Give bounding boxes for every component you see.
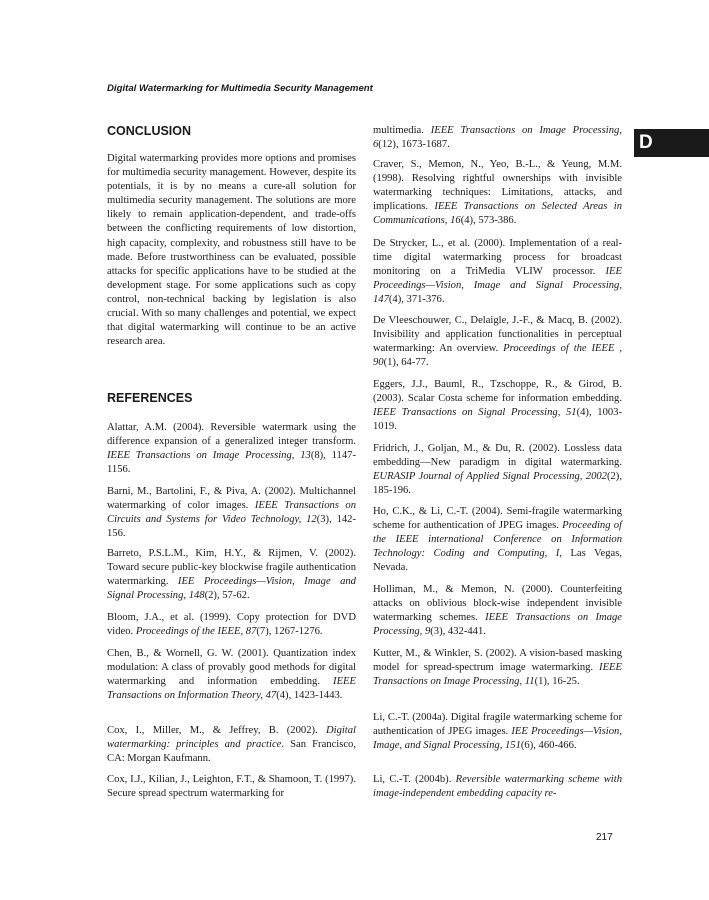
reference-entry: Cox, I., Miller, M., & Jeffrey, B. (2002). Digital watermarking: principles and practice. San Francisco, CA: Morgan Kaufmann.: [107, 725, 357, 765]
running-header: Digital Watermarking for Multimedia Security Management: [107, 83, 373, 94]
reference-entry: Barreto, P.S.L.M., Kim, H.Y., & Rijmen, V. (2002). Toward secure public-key blockwise fragile authentication watermarking. IEE Proceedings—Vision, Image and Signal Processing, 148(2), 57-62.: [107, 548, 356, 602]
conclusion-paragraph: Digital watermarking provides more options and promises for multimedia security management. However, despite its potentials, it is by no means a cure-all solution for multimedia security management. The solutions are more likely to remain application-dependent, and trade-offs between the conflicting requirements of low distortion, high capacity, complexity, and robustness still have to be made. Before trustworthiness can be evaluated, possible attacks for specific applications have to be studied at the development stage. For some applications such as copy control, non-technical backing by legislation is also crucial. With so many challenges and potential, we expect that digital watermarking will continue to be an active research area.: [107, 153, 356, 348]
reference-entry: Fridrich, J., Goljan, M., & Du, R. (2002). Lossless data embedding—New paradigm in digital watermarking. EURASIP Journal of Applied Signal Processing, 2002(2), 185-196.: [373, 443, 622, 497]
reference-entry: Kutter, M., & Winkler, S. (2002). A vision-based masking model for spread-spectrum image watermarking. IEEE Transactions on Image Processing, 11(1), 16-25.: [373, 648, 622, 688]
reference-entry: De Vleeschouwer, C., Delaigle, J.-F., & Macq, B. (2002). Invisibility and application functionalities in perceptual watermarking: An overview. Proceedings of the IEEE , 90(1), 64-77.: [373, 315, 622, 369]
reference-entry: Ho, C.K., & Li, C.-T. (2004). Semi-fragile watermarking scheme for authentication of JPEG images. Proceeding of the IEEE international Conference on Information Technology: Coding and Computing, I, Las Vegas, Nevada.: [373, 506, 622, 574]
reference-entry: De Strycker, L., et al. (2000). Implementation of a real-time digital watermarking process for broadcast monitoring on a TriMedia VLIW processor. IEE Proceedings—Vision, Image and Signal Processing, 147(4), 371-376.: [373, 238, 622, 306]
conclusion-heading: CONCLUSION: [107, 124, 192, 138]
page-number: 217: [596, 832, 613, 843]
section-letter: D: [639, 132, 653, 153]
reference-entry: Holliman, M., & Memon, N. (2000). Counterfeiting attacks on oblivious block-wise independent invisible watermarking schemes. IEEE Transactions on Image Processing, 9(3), 432-441.: [373, 584, 623, 638]
reference-entry: Craver, S., Memon, N., Yeo, B.-L., & Yeung, M.M. (1998). Resolving rightful ownerships with invisible watermarking techniques: Limitations, attacks, and implications. IEEE Transactions on Selected Areas in Communications, 16(4), 573-386.: [373, 159, 623, 227]
reference-entry: Barni, M., Bartolini, F., & Piva, A. (2002). Multichannel watermarking of color images. IEEE Transactions on Circuits and Systems for Video Technology, 12(3), 142-156.: [107, 486, 356, 540]
reference-entry: Li, C.-T. (2004a). Digital fragile watermarking scheme for authentication of JPEG images. IEE Proceedings—Vision, Image, and Signal Processing, 151(6), 460-466.: [373, 712, 622, 752]
reference-entry: Cox, I.J., Kilian, J., Leighton, F.T., & Shamoon, T. (1997). Secure spread spectrum watermarking for: [107, 774, 356, 800]
section-letter-tab: [634, 129, 709, 157]
reference-entry: Eggers, J.J., Bauml, R., Tzschoppe, R., & Girod, B. (2003). Scalar Costa scheme for information embedding. IEEE Transactions on Signal Processing, 51(4), 1003-1019.: [373, 379, 622, 433]
references-heading: REFERENCES: [107, 391, 193, 405]
reference-entry: Bloom, J.A., et al. (1999). Copy protection for DVD video. Proceedings of the IEEE, 87(7), 1267-1276.: [107, 612, 356, 638]
reference-entry: Alattar, A.M. (2004). Reversible watermark using the difference expansion of a generalized integer transform. IEEE Transactions on Image Processing, 13(8), 1147-1156.: [107, 422, 356, 476]
reference-entry: multimedia. IEEE Transactions on Image Processing, 6(12), 1673-1687.: [373, 125, 622, 151]
reference-entry: Chen, B., & Wornell, G. W. (2001). Quantization index modulation: A class of provably good methods for digital watermarking and information embedding. IEEE Transactions on Information Theory, 47(4), 1423-1443.: [107, 648, 356, 702]
reference-entry: Li, C.-T. (2004b). Reversible watermarking scheme with image-independent embedding capacity re-: [373, 774, 622, 800]
